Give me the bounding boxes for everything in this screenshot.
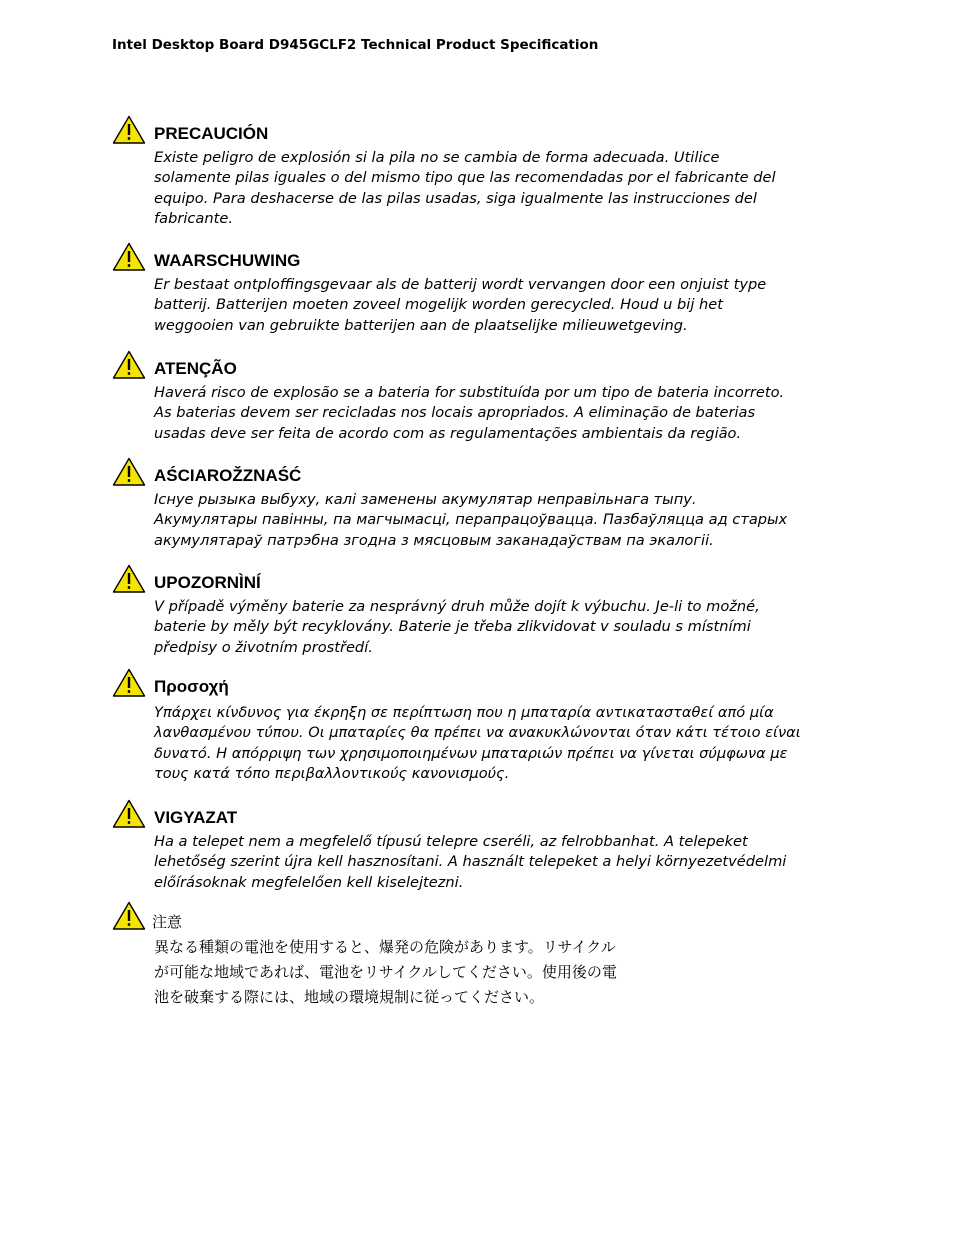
warning-line: solamente pilas iguales o del mismo tipo que las recomendadas por el fabricante del bbox=[154, 169, 776, 187]
warning-title: 注意 bbox=[152, 913, 183, 931]
warning-line: δυνατό. Η απόρριψη των χρησιμοποιημένων μπαταριών πρέπει να γίνεται σύμφωνα με bbox=[154, 744, 788, 762]
warning-body bbox=[154, 383, 854, 444]
warning-triangle-icon bbox=[112, 242, 146, 272]
warning-line: předpisy o životním prostředí. bbox=[154, 638, 373, 656]
warning-title: WAARSCHUWING bbox=[154, 251, 301, 270]
warning-line: Existe peligro de explosión si la pila no se cambia de forma adecuada. Utilice bbox=[154, 149, 720, 166]
warning-line: Існуе рызыка выбуху, калі заменены акумулятар неправільнага тыпу. bbox=[154, 491, 697, 508]
warning-body bbox=[154, 935, 854, 1010]
warning-title: ATENÇÃO bbox=[154, 359, 237, 378]
warning-line: λανθασμένου τύπου. Οι μπαταρίες θα πρέπει να ανακυκλώνονται όταν κάτι τέτοιο είναι bbox=[154, 724, 801, 742]
warning-triangle-icon bbox=[112, 564, 146, 594]
warning-line: акумулятараў патрэбна згодна з мясцовым заканадаўствам па экалогіі. bbox=[154, 531, 714, 549]
warning-title: UPOZORNÌNÍ bbox=[154, 573, 261, 592]
warning-line: Υπάρχει κίνδυνος για έκρηξη σε περίπτωση που η μπαταρία αντικατασταθεί από μία bbox=[154, 704, 774, 721]
warning-line: V případě výměny baterie za nesprávný druh může dojít k výbuchu. Je-li to možné, bbox=[154, 598, 760, 615]
warning-line: As baterias devem ser recicladas nos locais apropriados. A eliminação de baterias bbox=[154, 404, 756, 422]
warning-line: előírásoknak megfelelően kell kiselejtezni. bbox=[154, 873, 464, 891]
warning-title: Προσοχή bbox=[154, 677, 229, 696]
warning-line: τους κατά τόπο περιβαλλοντικούς κανονισμούς. bbox=[154, 764, 510, 782]
warning-body bbox=[154, 148, 854, 229]
page-header-title: Intel Desktop Board D945GCLF2 Technical Product Specification bbox=[112, 37, 599, 53]
warning-line: weggooien van gebruikte batterijen aan de plaatselijke milieuwetgeving. bbox=[154, 316, 688, 334]
warning-line: usadas deve ser feita de acordo com as regulamentações ambientais da região. bbox=[154, 424, 742, 442]
warning-triangle-icon bbox=[112, 350, 146, 380]
warning-triangle-icon bbox=[112, 901, 146, 931]
warning-line: Ha a telepet nem a megfelelő típusú telepre cseréli, az felrobbanhat. A telepeket bbox=[154, 833, 748, 850]
warning-line: Акумулятары павінны, па магчымасці, перапрацоўвацца. Пазбаўляцца ад старых bbox=[154, 511, 788, 529]
warning-triangle-icon bbox=[112, 457, 146, 487]
warning-title: VIGYAZAT bbox=[154, 808, 238, 827]
warning-line: 池を破棄する際には、地域の環境規制に従ってください。 bbox=[154, 988, 545, 1006]
warning-line: lehetőség szerint újra kell hasznosítani. A használt telepeket a helyi környezetvédelmi bbox=[154, 853, 787, 871]
warning-title: PRECAUCIÓN bbox=[154, 124, 269, 143]
warning-line: 異なる種類の電池を使用すると、爆発の危険があります。リサイクル bbox=[154, 938, 616, 956]
warning-body bbox=[154, 597, 854, 658]
warning-triangle-icon bbox=[112, 115, 146, 145]
warning-line: baterie by měly být recyklovány. Baterie je třeba zlikvidovat v souladu s místními bbox=[154, 618, 751, 636]
warning-body bbox=[154, 703, 854, 784]
warning-triangle-icon bbox=[112, 799, 146, 829]
warning-line: Er bestaat ontploffingsgevaar als de batterij wordt vervangen door een onjuist type bbox=[154, 276, 767, 293]
warning-line: batterij. Batterijen moeten zoveel mogelijk worden gerecycled. Houd u bij het bbox=[154, 296, 723, 314]
warning-line: が可能な地域であれば、電池をリサイクルしてください。使用後の電 bbox=[154, 963, 617, 981]
warning-line: equipo. Para deshacerse de las pilas usadas, siga igualmente las instrucciones del bbox=[154, 189, 757, 207]
warning-title: AŚCIAROŽZNAŚĆ bbox=[154, 466, 302, 485]
warning-triangle-icon bbox=[112, 668, 146, 698]
warning-body bbox=[154, 275, 854, 336]
warning-line: fabricante. bbox=[154, 209, 233, 227]
warning-line: Haverá risco de explosão se a bateria for substituída por um tipo de bateria incorreto. bbox=[154, 384, 785, 401]
warning-body bbox=[154, 832, 854, 893]
warning-body bbox=[154, 490, 854, 551]
